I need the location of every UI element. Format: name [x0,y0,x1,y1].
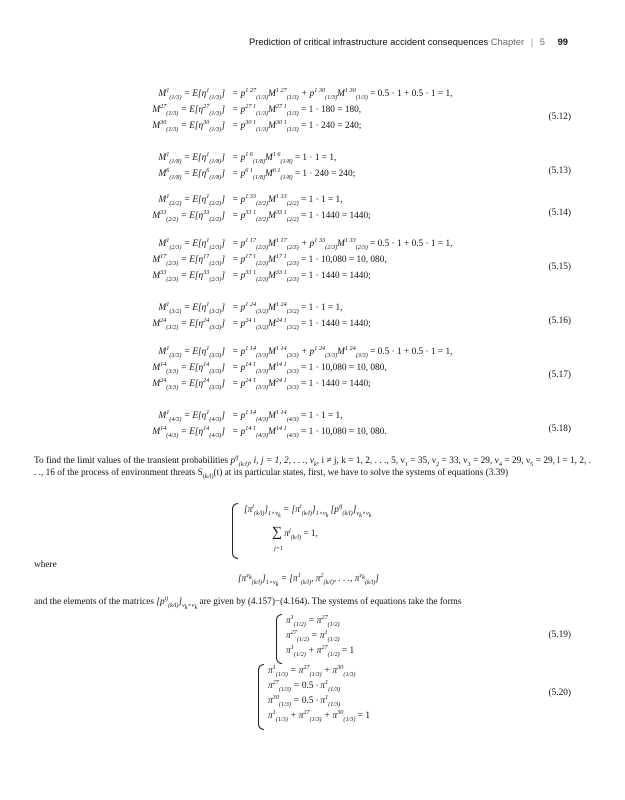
equation-row: $M^{24}_{(3/2)} = E[\eta^{24}_{(3/2)}]$ = $p^{24 1}_{(3/2)}M^{24 1}_{(3/2)} = 1 \cdot 1440 = 1440$; [152,316,371,331]
equation-row: $M^1_{(1/3)} = E[\eta^1_{(1/3)}]$ = $p^{1 27}_{(1/3)}M^{1 27}_{(1/3)} + p^{1 30}_{(1/3)}M^{1 30}_{(1/3)} = 0.5 \cdot 1 + 0.5 \cdot 1 = 1$, [158,86,453,101]
paragraph-text: = 33, ν [441,456,468,466]
equation-row: $M^{17}_{(2/3)} = E[\eta^{17}_{(2/3)}]$ = $p^{17 1}_{(2/3)}M^{17 1}_{(2/3)} = 1 \cdot 10,080 = 10$, 080, [152,252,387,267]
equation-group-5-15 [0,238,625,286]
equation-row: $M^{14}_{(3/3)} = E[\eta^{14}_{(3/3)}]$ = $p^{14 1}_{(3/3)}M^{14 1}_{(3/3)} = 1 \cdot 10,080 = 10$, 080, [152,360,387,375]
equation-row: $M^{24}_{(3/3)} = E[\eta^{24}_{(3/3)}]$ = $p^{24 1}_{(3/3)}M^{24 1}_{(3/3)} = 1 \cdot 1440 = 1440$; [152,376,371,391]
paragraph-text: = 29, ν [472,456,499,466]
equation-number: (5.17) [548,370,571,380]
equation-row: $M^1_{(2/3)} = E[\eta^1_{(2/3)}]$ = $p^{1 17}_{(2/3)}M^{1 17}_{(2/3)} + p^{1 33}_{(2/3)}M^{1 33}_{(2/3)} = 0.5 \cdot 1 + 0.5 \cdot 1 = 1$, [158,236,453,251]
chapter-number: 5 [539,36,545,47]
equation-number: (5.13) [548,166,571,176]
equation-group-5-17 [0,346,625,394]
equation-group-5-14 [0,194,625,226]
equation-group-5-18 [0,410,625,442]
equation-row: $M^{14}_{(4/3)} = E[\eta^{14}_{(4/3)}]$ = $p^{14 1}_{(4/3)}M^{14 1}_{(4/3)} = 1 \cdot 10,080 = 10$, 080. [152,424,387,439]
paragraph-text: = 35, ν [410,456,437,466]
chapter-separator: | [530,36,534,47]
equation-number: (5.12) [548,112,571,122]
page-number: 99 [557,36,568,47]
equation-row: $M^{33}_{(2/3)} = E[\eta^{33}_{(2/3)}]$ = $p^{33 1}_{(2/3)}M^{33 1}_{(2/3)} = 1 \cdot 1440 = 1440$; [152,268,371,283]
paragraph: and the elements of the matrices $[p^{ij}_{(k/l)}]_{\nu_k\times\nu_k}$ are given by (4.157)−(4.164). The systems of equations take the forms [34,594,462,612]
paragraph-text: To find the limit values of the transient probabilities [34,456,229,466]
paragraph-text: and the elements of the matrices [34,597,155,607]
left-brace [276,614,282,664]
equation-row: $M^1_{(1/8)} = E[\eta^1_{(1/8)}]$ = $p^{1 6}_{(1/8)}M^{1 6}_{(1/8)} = 1 \cdot 1 = 1$, [158,150,337,165]
left-brace [232,503,238,559]
where-label: where [34,560,57,570]
paragraph-text: = 29, ν [504,456,531,466]
equation-system-5-19: $\pi^1_{(1/2)} = \pi^{27}_{(1/2)}$ $\pi^{27}_{(1/2)} = \pi^1_{(1/2)}$ $\pi^1_{(1/2)} + \pi^{27}_{(1/2)} = 1$ [276,614,416,664]
equation-row: $M^1_{(4/3)} = E[\eta^1_{(4/3)}]$ = $p^{1 14}_{(4/3)}M^{1 14}_{(4/3)} = 1 \cdot 1 = 1$, [158,408,343,423]
equation-system-3-39: $[\pi^i_{(k/l)}]_{1\times\nu_k} = [\pi^i_{(k/l)}]_{1\times\nu_k}$ $[p^{ij}_{(k/l)}]_{\nu_k\times\nu_k}$ ∑ $\pi^j_{(k/l)} = 1$, j=1 [232,503,412,559]
chapter-label: Chapter [490,36,525,47]
equation-number: (5.15) [548,262,571,272]
paragraph-text: i, j = 1, 2, . . ., ν [253,456,314,466]
equation-number: (5.18) [548,424,571,434]
equation-row: $M^{30}_{(1/3)} = E[\eta^{30}_{(1/3)}]$ = $p^{30 1}_{(1/3)}M^{30 1}_{(1/3)} = 1 \cdot 240 = 240$; [152,118,362,133]
equation-number: (5.14) [548,208,571,218]
equation-row: $M^1_{(3/3)} = E[\eta^1_{(3/3)}]$ = $p^{1 14}_{(3/3)}M^{1 14}_{(3/3)} + p^{1 24}_{(3/3)}M^{1 24}_{(3/3)} = 0.5 \cdot 1 + 0.5 \cdot 1 = 1$, [158,344,453,359]
equation-number: (5.19) [548,630,571,640]
running-header [0,36,625,50]
equation-group-5-13 [0,152,625,184]
equation-number: (5.20) [548,688,571,698]
equation-number: (5.16) [548,316,571,326]
equation-group-5-16 [0,302,625,334]
equation-system-5-20: $\pi^1_{(1/3)} = \pi^{27}_{(1/3)} + \pi^{30}_{(1/3)}$ $\pi^{27}_{(1/3)} = 0.5 \cdot \pi^1_{(1/3)}$ $\pi^{30}_{(1/3)} = 0.5 \cdot \pi^1_{(1/3)}$ $\pi^1_{(1/3)} + \pi^{27}_{(1/3)} + \pi^{30}_{(1/3)} = 1$ [258,664,418,730]
running-title: Prediction of critical infrastructure accident consequences [248,36,489,47]
equation-row: $M^1_{(2/2)} = E[\eta^1_{(2/2)}]$ = $p^{1 33}_{(2/2)}M^{1 33}_{(2/2)} = 1 \cdot 1 = 1$, [158,192,343,207]
paragraph-text: , i ≠ j, k = 1, 2, . . ., 5, ν [316,456,405,466]
document-page: Prediction of critical infrastructure accident consequences Chapter | 5 99 $M^1_{(1/3)} = E[\eta^1_{(1/3)}]$ = $p^{1 27}_{(1/3)}M^{1 27}_{(1/3)} + p^{1 30}_{(1/3)}M^{1 30}_{(1/3)} = 0.5 \cdot 1 + 0.5 \cdot 1 = 1$, $M^{27}_{(1/3)} = E[\eta^{27}_{(1/3)}]$ = $p^{27 1}_{(1/3)}M^{27 1}_{(1/3)} = 1 \cdot 180 = 180$, $M^{30}_{(1/3)} = E[\eta^{30}_{(1/3)}]$ = $p^{30 1}_{(1/3)}M^{30 1}_{(1/3)} = 1 \cdot 240 = 240$; (5.12) $M^1_{(1/8)} = E[\eta^1_{(1/8)}]$ = $p^{1 6}_{(1/8)}M^{1 6}_{(1/8)} = 1 \cdot 1 = 1$, $M^6_{(1/8)} = E[\eta^6_{(1/8)}]$ = $p^{6 1}_{(1/8)}M^{6 1}_{(1/8)} = 1 \cdot 240 = 240$; (5.13) $M^1_{(2/2)} = E[\eta^1_{(2/2)}]$ = $p^{1 33}_{(2/2)}M^{1 33}_{(2/2)} = 1 \cdot 1 = 1$, $M^{33}_{(2/2)} = E[\eta^{33}_{(2/2)}]$ = $p^{33 1}_{(2/2)}M^{33 1}_{(2/2)} = 1 \cdot 1440 = 1440$; (5.14) $M^1_{(2/3)} = E[\eta^1_{(2/3)}]$ = $p^{1 17}_{(2/3)}M^{1 17}_{(2/3)} + p^{1 33}_{(2/3)}M^{1 33}_{(2/3)} = 0.5 \cdot 1 + 0.5 \cdot 1 = 1$, $M^{17}_{(2/3)} = E[\eta^{17}_{(2/3)}]$ = $p^{17 1}_{(2/3)}M^{17 1}_{(2/3)} = 1 \cdot 10,080 = 10$, 080, $M^{33}_{(2/3)} = E[\eta^{33}_{(2/3)}]$ = $p^{33 1}_{(2/3)}M^{33 1}_{(2/3)} = 1 \cdot 1440 = 1440$; (5.15) $M^1_{(3/2)} = E[\eta^1_{(3/2)}]$ = $p^{1 24}_{(3/2)}M^{1 24}_{(3/2)} = 1 \cdot 1 = 1$, $M^{24}_{(3/2)} = E[\eta^{24}_{(3/2)}]$ = $p^{24 1}_{(3/2)}M^{24 1}_{(3/2)} = 1 \cdot 1440 = 1440$; (5.16) $M^1_{(3/3)} = E[\eta^1_{(3/3)}]$ = $p^{1 14}_{(3/3)}M^{1 14}_{(3/3)} + p^{1 24}_{(3/3)}M^{1 24}_{(3/3)} = 0.5 \cdot 1 + 0.5 \cdot 1 = 1$, $M^{14}_{(3/3)} = E[\eta^{14}_{(3/3)}]$ = $p^{14 1}_{(3/3)}M^{14 1}_{(3/3)} = 1 \cdot 10,080 = 10$, 080, $M^{24}_{(3/3)} = E[\eta^{24}_{(3/3)}]$ = $p^{24 1}_{(3/3)}M^{24 1}_{(3/3)} = 1 \cdot 1440 = 1440$; (5.17) $M^1_{(4/3)} = E[\eta^1_{(4/3)}]$ = $p^{1 14}_{(4/3)}M^{1 14}_{(4/3)} = 1 \cdot 1 = 1$, $M^{14}_{(4/3)} = E[\eta^{14}_{(4/3)}]$ = $p^{14 1}_{(4/3)}M^{14 1}_{(4/3)} = 1 \cdot 10,080 = 10$, 080. (5.18) To find the limit values of the transient probabilities $p^{ij}_{(k/l)}$, i, j = 1, 2, . . ., $\nu_k$, i ≠ j, k = 1, 2, . . ., 5, $\nu_1 = 35$, $\nu_2 = 33$, $\nu_3 = 29$, $\nu_4 = 29$, $\nu_5 = 29$, l = 1, 2, . . ., 16 of the process of environment threats $S_{(k/l)}(t)$ at its particular states, first, we have to solve the systems of equations (3.39) $[\pi^i_{(k/l)}]_{1\times\nu_k} = [\pi^i_{(k/l)}]_{1\times\nu_k}$ $[p^{ij}_{(k/l)}]_{\nu_k\times\nu_k}$ ∑ $\pi^j_{(k/l)} = 1$, j=1 where $[\pi^{\nu_k}_{(k/l)}]_{1\times\nu_k} = [\pi^1_{(k/l)}$, $\pi^2_{(k/l)}$, . . ., $\pi^{\nu_k}_{(k/l)}$] and the elements of the matrices $[p^{ij}_{(k/l)}]_{\nu_k\times\nu_k}$ are given by (4.157)−(4.164). The systems of equations take the forms $\pi^1_{(1/2)} = \pi^{27}_{(1/2)}$ $\pi^{27}_{(1/2)} = \pi^1_{(1/2)}$ $\pi^1_{(1/2)} + \pi^{27}_{(1/2)} = 1$ (5.19) $\pi^1_{(1/3)} = \pi^{27}_{(1/3)} + \pi^{30}_{(1/3)}$ $\pi^{27}_{(1/3)} = 0.5 \cdot \pi^1_{(1/3)}$ $\pi^{30}_{(1/3)} = 0.5 \cdot \pi^1_{(1/3)}$ $\pi^1_{(1/3)} + \pi^{27}_{(1/3)} + \pi^{30}_{(1/3)} = 1$ (5.20) [0,0,625,800]
equation-row: $M^1_{(3/2)} = E[\eta^1_{(3/2)}]$ = $p^{1 24}_{(3/2)}M^{1 24}_{(3/2)} = 1 \cdot 1 = 1$, [158,300,343,315]
equation-row: $M^{33}_{(2/2)} = E[\eta^{33}_{(2/2)}]$ = $p^{33 1}_{(2/2)}M^{33 1}_{(2/2)} = 1 \cdot 1440 = 1440$; [152,208,371,223]
paragraph-text: (t) at its particular states, first, we have to solve the systems of equations (3.39) [213,468,509,479]
paragraph-text: = 29, l = 1, 2, . . ., 16 of the process of environment threats S [34,456,592,479]
left-brace [258,664,264,730]
equation-row: $M^6_{(1/8)} = E[\eta^6_{(1/8)}]$ = $p^{6 1}_{(1/8)}M^{6 1}_{(1/8)} = 1 \cdot 240 = 240$; [158,166,356,181]
paragraph-text: are given by (4.157)−(4.164). The systems of equations take the forms [199,597,462,607]
equation-group-5-12 [0,88,625,136]
equation-row: $M^{27}_{(1/3)} = E[\eta^{27}_{(1/3)}]$ = $p^{27 1}_{(1/3)}M^{27 1}_{(1/3)} = 1 \cdot 180 = 180$, [152,102,362,117]
paragraph: To find the limit values of the transient probabilities $p^{ij}_{(k/l)}$, i, j = 1, 2, . . ., $\nu_k$, i ≠ j, k = 1, 2, . . ., 5, $\nu_1 = 35$, $\nu_2 = 33$, $\nu_3 = 29$, $\nu_4 = 29$, $\nu_5 = 29$, l = 1, 2, . . ., 16 of the process of environment threats $S_{(k/l)}(t)$ at its particular states, first, we have to solve the systems of equations (3.39) [34,453,592,481]
